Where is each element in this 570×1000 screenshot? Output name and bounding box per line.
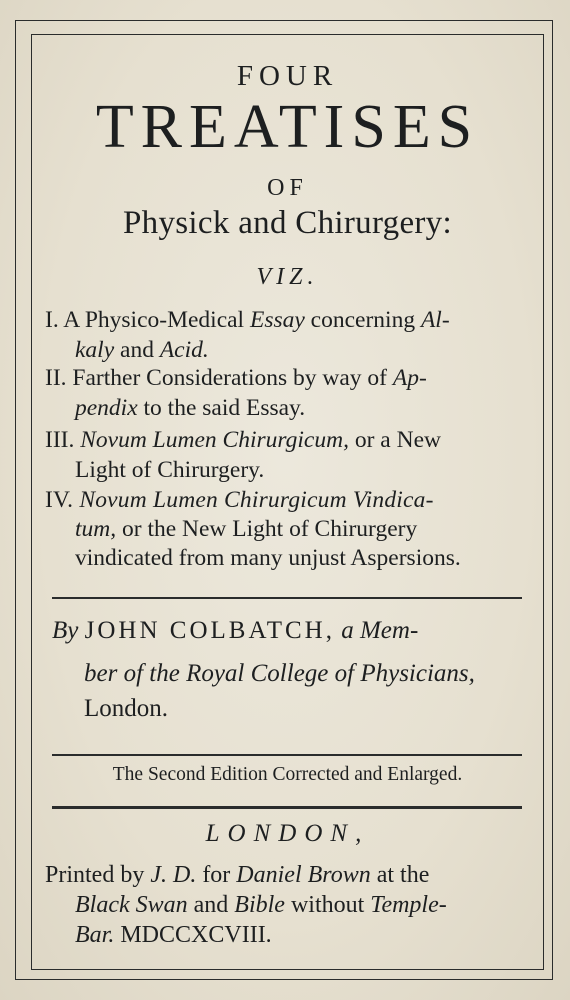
item-4-tum: tum,: [75, 516, 117, 542]
imprint-and: and: [193, 892, 229, 918]
author-by: By: [52, 617, 79, 644]
author-line-2: ber of the Royal College of Physicians,: [84, 660, 475, 687]
item-4-new-light: or the New Light of Chirurgery: [122, 516, 418, 542]
item-1-al: Al-: [420, 307, 450, 333]
item-2-pendix: pendix: [75, 395, 138, 421]
item-2-text: Farther Considerations by way of: [72, 365, 387, 391]
contents-item-4-line-2: [75, 516, 417, 543]
title-four: FOUR: [236, 60, 339, 92]
author-line-3: London.: [84, 695, 169, 722]
item-1-text: A Physico-Medical: [63, 307, 245, 333]
imprint-printer: J. D.: [150, 862, 197, 888]
contents-item-1-line-1: [45, 307, 450, 334]
imprint-line-2: [75, 892, 447, 919]
item-4-latin: Novum Lumen Chirurgicum Vindica-: [79, 487, 434, 513]
contents-item-3-line-2: Light of Chirurgery.: [75, 457, 265, 483]
author-name: JOHN COLBATCH,: [84, 617, 335, 644]
imprint-place: LONDON,: [205, 820, 370, 847]
item-2-rest: to the said Essay.: [143, 395, 306, 421]
item-1-number: I.: [45, 307, 59, 333]
author-member: a Mem-: [341, 617, 419, 644]
item-1-essay: Essay: [249, 307, 305, 333]
imprint-bookseller: Daniel Brown: [236, 862, 371, 888]
item-3-latin: Novum Lumen Chirurgicum,: [80, 427, 349, 453]
item-1-acid: Acid.: [159, 337, 209, 363]
title-treatises: TREATISES: [95, 93, 480, 161]
contents-item-4-line-3: vindicated from many unjust Aspersions.: [75, 545, 461, 571]
contents-item-4-line-1: [45, 487, 434, 514]
item-1-and: and: [120, 337, 154, 363]
imprint-at-the: at the: [376, 862, 430, 888]
imprint-printed-by: Printed by: [45, 862, 145, 888]
imprint-without: without: [290, 892, 365, 918]
item-1-kaly: kaly: [75, 337, 115, 363]
viz-label: VIZ.: [256, 264, 319, 290]
contents-item-1-line-2: [75, 337, 209, 364]
imprint-temple: Temple-: [370, 892, 447, 918]
item-2-ap: Ap-: [392, 365, 427, 391]
item-2-number: II.: [45, 365, 67, 391]
imprint-date: MDCCXCVIII.: [120, 922, 272, 948]
contents-item-3-line-1: [45, 427, 441, 454]
divider-rule: [52, 806, 522, 809]
imprint-bar: Bar.: [75, 922, 115, 948]
imprint-sign: Black Swan: [75, 892, 188, 918]
author-line-1: [52, 617, 418, 645]
contents-item-2-line-2: [75, 395, 305, 422]
imprint-sign-2: Bible: [234, 892, 285, 918]
imprint-line-1: [45, 862, 429, 889]
divider-rule: [52, 754, 522, 756]
title-of: OF: [267, 175, 308, 201]
imprint-line-3: [75, 922, 272, 949]
item-3-or-new: or a New: [354, 427, 441, 453]
edition-statement: The Second Edition Corrected and Enlarged.: [112, 764, 463, 785]
item-4-number: IV.: [45, 487, 74, 513]
imprint-for: for: [202, 862, 231, 888]
contents-item-2-line-1: [45, 365, 427, 392]
item-1-concerning: concerning: [310, 307, 416, 333]
divider-rule: [52, 597, 522, 599]
title-subtitle: Physick and Chirurgery:: [123, 205, 452, 241]
item-3-number: III.: [45, 427, 75, 453]
